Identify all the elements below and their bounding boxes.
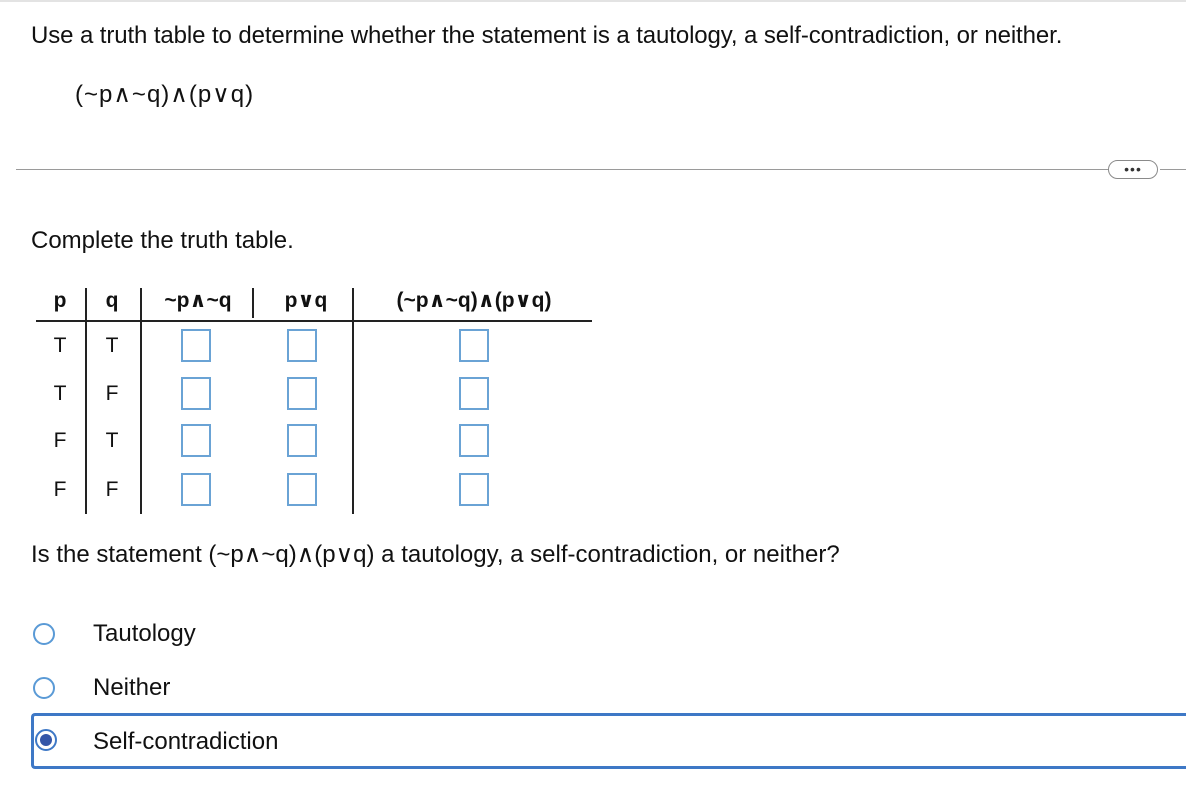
question-text: Is the statement (~p∧~q)∧(p∨q) a tautology, a self-contradiction, or neither?: [31, 541, 840, 568]
cell-q: F: [105, 478, 119, 501]
cell-p: F: [53, 478, 67, 501]
answer-input-not-p-and-not-q[interactable]: [181, 424, 211, 457]
cell-p: T: [53, 382, 67, 405]
header-compound: (~p∧~q)∧(p∨q): [396, 289, 552, 312]
header-q: q: [105, 289, 119, 312]
answer-input-p-or-q[interactable]: [287, 473, 317, 506]
section-divider-tail: [1160, 169, 1186, 170]
table-divider-col3: [252, 288, 254, 318]
cell-q: T: [105, 334, 119, 357]
cell-p: F: [53, 429, 67, 452]
radio-button[interactable]: [33, 677, 55, 699]
answer-input-p-or-q[interactable]: [287, 377, 317, 410]
radio-button[interactable]: [33, 623, 55, 645]
answer-input-compound[interactable]: [459, 377, 489, 410]
option-neither[interactable]: [31, 669, 431, 715]
header-p-or-q: p∨q: [284, 289, 328, 312]
header-not-p-and-not-q: ~p∧~q: [164, 289, 232, 312]
answer-input-compound[interactable]: [459, 329, 489, 362]
header-p: p: [53, 289, 67, 312]
section-divider: [16, 169, 1110, 170]
answer-input-p-or-q[interactable]: [287, 424, 317, 457]
cell-q: F: [105, 382, 119, 405]
table-prompt: Complete the truth table.: [31, 227, 294, 254]
option-label: Neither: [93, 674, 171, 701]
answer-input-p-or-q[interactable]: [287, 329, 317, 362]
answer-input-not-p-and-not-q[interactable]: [181, 473, 211, 506]
table-divider-col4: [352, 288, 354, 514]
cell-p: T: [53, 334, 67, 357]
option-self-contradiction[interactable]: [31, 713, 1186, 769]
table-header-rule: [36, 320, 592, 322]
option-label: Tautology: [93, 620, 196, 647]
answer-input-not-p-and-not-q[interactable]: [181, 377, 211, 410]
statement-formula: (~p∧~q)∧(p∨q): [75, 81, 255, 108]
option-tautology[interactable]: [31, 615, 431, 661]
radio-button-selected[interactable]: [35, 729, 57, 751]
option-label: Self-contradiction: [93, 728, 279, 755]
top-rule: [0, 0, 1186, 2]
table-divider-q: [140, 288, 142, 514]
answer-input-compound[interactable]: [459, 424, 489, 457]
answer-input-compound[interactable]: [459, 473, 489, 506]
answer-input-not-p-and-not-q[interactable]: [181, 329, 211, 362]
cell-q: T: [105, 429, 119, 452]
table-divider-p: [85, 288, 87, 514]
more-button[interactable]: •••: [1108, 160, 1158, 179]
instruction-text: Use a truth table to determine whether the statement is a tautology, a self-contradiction, or neither.: [31, 22, 1063, 49]
